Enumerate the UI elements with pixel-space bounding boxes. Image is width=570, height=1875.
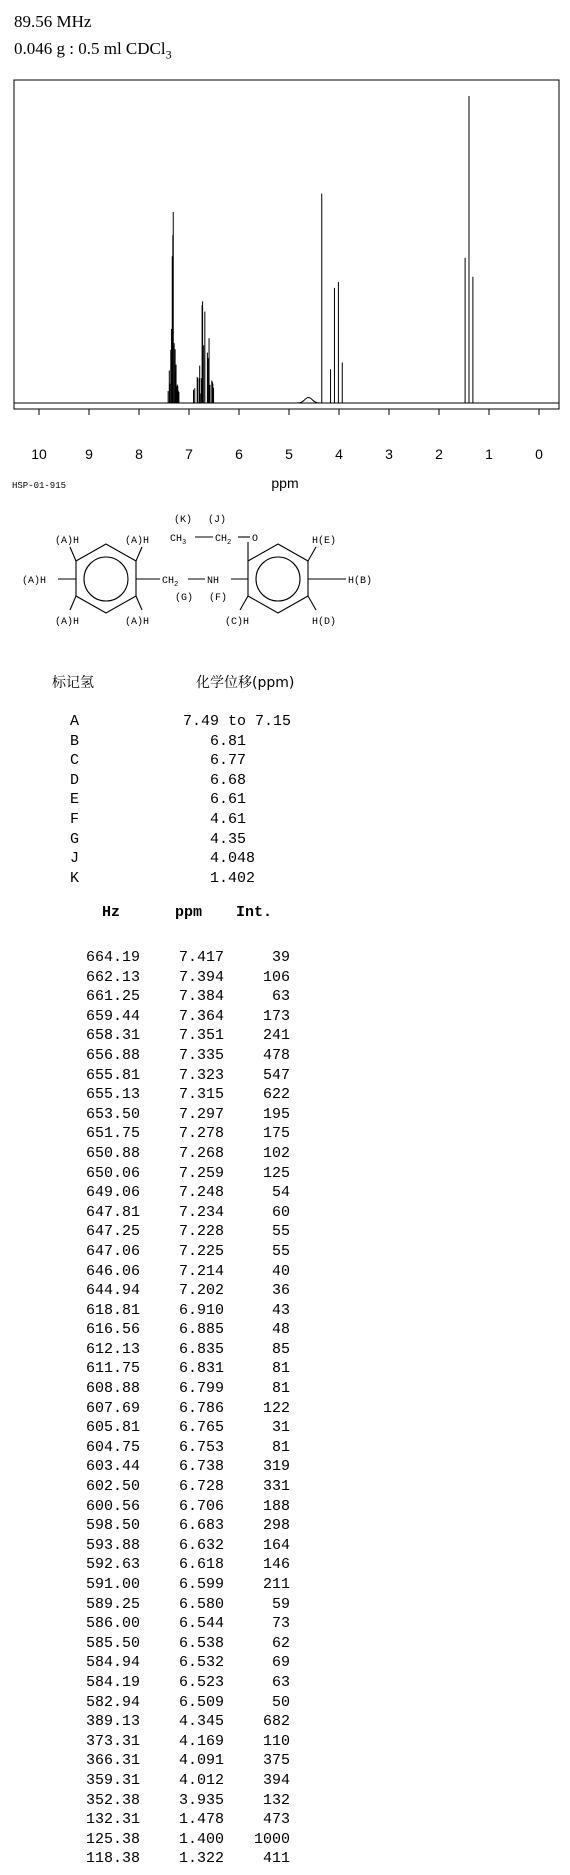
shift-value: 1.402 bbox=[210, 869, 256, 887]
peak-ppm: 7.394 bbox=[178, 968, 224, 986]
peak-intensity: 31 bbox=[271, 1419, 290, 1437]
shift-label: B bbox=[70, 732, 80, 750]
peak-ppm: 7.351 bbox=[178, 1027, 224, 1045]
label-oxygen: O bbox=[252, 534, 259, 545]
peak-ppm: 7.297 bbox=[178, 1105, 224, 1123]
peak-intensity: 60 bbox=[271, 1203, 290, 1221]
label-hc: (C)H bbox=[225, 617, 250, 628]
peak-intensity: 63 bbox=[271, 988, 290, 1006]
peak-hz: 651.75 bbox=[85, 1125, 140, 1143]
peak-hz: 653.50 bbox=[85, 1105, 140, 1123]
label-nh: NH bbox=[207, 576, 220, 587]
peak-hz: 373.31 bbox=[85, 1732, 140, 1750]
peak-ppm: 7.384 bbox=[178, 988, 224, 1006]
peak-hz: 655.81 bbox=[85, 1066, 140, 1084]
shift-value: 4.048 bbox=[210, 850, 256, 868]
peak-hz: 605.81 bbox=[85, 1419, 140, 1437]
peak-hz: 593.88 bbox=[85, 1536, 140, 1554]
peak-hz: 366.31 bbox=[85, 1752, 140, 1770]
label-ha-bottom-right: (A)H bbox=[125, 617, 150, 628]
peak-intensity: 164 bbox=[262, 1536, 290, 1554]
label-hd: H(D) bbox=[312, 617, 337, 628]
label-ha-bottom-left: (A)H bbox=[55, 617, 80, 628]
peak-intensity: 106 bbox=[262, 968, 290, 986]
peak-hz: 616.56 bbox=[85, 1321, 140, 1339]
label-ch2 bbox=[162, 576, 178, 589]
label-he: H(E) bbox=[312, 536, 337, 547]
peak-ppm: 7.364 bbox=[178, 1007, 224, 1025]
peak-hz: 612.13 bbox=[85, 1340, 140, 1358]
peak-ppm: 7.278 bbox=[178, 1125, 224, 1143]
peak-intensity: 36 bbox=[271, 1282, 290, 1300]
x-tick-label: 6 bbox=[235, 446, 243, 462]
peak-hz: 589.25 bbox=[85, 1595, 140, 1613]
peak-intensity: 473 bbox=[262, 1811, 290, 1829]
ch2-text: CH bbox=[162, 576, 175, 587]
peak-hz: 611.75 bbox=[85, 1360, 140, 1378]
label-ha-left: (A)H bbox=[22, 576, 47, 587]
shift-label: G bbox=[70, 830, 80, 848]
ch2-subscript: 2 bbox=[174, 581, 179, 589]
peak-ppm: 7.335 bbox=[178, 1046, 224, 1064]
peak-ppm: 6.599 bbox=[178, 1576, 224, 1593]
shift-label: E bbox=[70, 791, 80, 809]
peak-hz: 650.88 bbox=[85, 1144, 140, 1162]
peak-hz: 600.56 bbox=[85, 1497, 140, 1515]
peak-hz: 585.50 bbox=[85, 1634, 140, 1652]
peak-ppm: 7.214 bbox=[178, 1262, 224, 1280]
peak-intensity: 62 bbox=[271, 1634, 290, 1652]
shift-value: 4.61 bbox=[210, 810, 247, 828]
peak-intensity: 411 bbox=[262, 1850, 290, 1868]
plot-frame bbox=[14, 80, 559, 409]
peak-intensity: 211 bbox=[262, 1576, 290, 1593]
x-tick-label: 0 bbox=[535, 446, 543, 462]
shift-label: F bbox=[70, 810, 80, 828]
label-ch3 bbox=[170, 534, 186, 547]
peak-intensity: 241 bbox=[262, 1027, 290, 1045]
peak-hz: 647.81 bbox=[85, 1203, 140, 1221]
peak-hz: 132.31 bbox=[85, 1811, 140, 1829]
shift-value: 4.35 bbox=[210, 830, 247, 848]
peak-ppm: 7.202 bbox=[178, 1282, 224, 1300]
label-g: (G) bbox=[175, 593, 194, 604]
peak-ppm: 7.228 bbox=[178, 1223, 224, 1241]
peak-intensity: 122 bbox=[262, 1399, 290, 1417]
peak-ppm: 7.323 bbox=[178, 1066, 224, 1084]
peak-intensity: 173 bbox=[262, 1007, 290, 1025]
peak-intensity: 81 bbox=[271, 1438, 290, 1456]
peak-intensity: 547 bbox=[262, 1066, 290, 1084]
label-ha-top-right: (A)H bbox=[125, 536, 150, 547]
shift-label: J bbox=[70, 850, 80, 868]
peak-hz: 598.50 bbox=[85, 1517, 140, 1535]
peak-hz: 658.31 bbox=[85, 1027, 140, 1045]
shift-label: D bbox=[70, 771, 80, 789]
x-tick-label: 4 bbox=[335, 446, 343, 462]
peak-intensity: 81 bbox=[271, 1380, 290, 1398]
sample-label bbox=[14, 35, 172, 68]
header-shift: 化学位移(ppm) bbox=[196, 675, 295, 691]
label-k: (K) bbox=[174, 515, 193, 526]
peak-ppm: 1.400 bbox=[178, 1830, 224, 1848]
peak-ppm: 6.580 bbox=[178, 1595, 224, 1613]
peak-intensity: 375 bbox=[262, 1752, 290, 1770]
peak-intensity: 55 bbox=[271, 1223, 290, 1241]
peak-ppm: 4.012 bbox=[178, 1771, 224, 1789]
peak-hz: 608.88 bbox=[85, 1380, 140, 1398]
peak-hz: 655.13 bbox=[85, 1086, 140, 1104]
peak-ppm: 6.538 bbox=[178, 1634, 224, 1652]
molecular-structure bbox=[0, 500, 570, 670]
peak-ppm: 6.835 bbox=[178, 1340, 224, 1358]
label-f: (F) bbox=[209, 593, 228, 604]
peak-ppm: 4.091 bbox=[178, 1752, 224, 1770]
peak-ppm: 6.831 bbox=[178, 1360, 224, 1378]
shift-value: 6.81 bbox=[210, 732, 247, 750]
peak-hz: 125.38 bbox=[85, 1830, 140, 1848]
peak-intensity: 622 bbox=[262, 1086, 290, 1104]
peak-hz: 656.88 bbox=[85, 1046, 140, 1064]
peak-ppm: 6.738 bbox=[178, 1458, 224, 1476]
peak-ppm: 7.315 bbox=[178, 1086, 224, 1104]
peak-ppm: 7.417 bbox=[178, 949, 224, 966]
peak-intensity: 50 bbox=[271, 1693, 290, 1711]
peak-ppm: 1.322 bbox=[178, 1850, 224, 1868]
shift-value: 6.77 bbox=[210, 752, 247, 770]
peak-hz: 352.38 bbox=[85, 1791, 140, 1809]
x-tick-label: 9 bbox=[85, 446, 93, 462]
sample-subscript: 3 bbox=[165, 47, 172, 62]
peak-ppm: 4.169 bbox=[178, 1732, 224, 1750]
peak-intensity: 39 bbox=[271, 949, 290, 966]
peak-ppm: 6.728 bbox=[178, 1478, 224, 1496]
peak-intensity: 188 bbox=[262, 1497, 290, 1515]
peak-intensity: 54 bbox=[271, 1184, 290, 1202]
peak-ppm: 6.706 bbox=[178, 1497, 224, 1515]
spectrum-code: HSP-01-915 bbox=[12, 481, 67, 491]
peak-intensity: 40 bbox=[271, 1262, 290, 1280]
peak-intensity: 132 bbox=[262, 1791, 290, 1809]
ch3-text: CH bbox=[170, 534, 183, 545]
x-tick-label: 3 bbox=[385, 446, 393, 462]
peak-intensity: 63 bbox=[271, 1673, 290, 1691]
x-axis-label: ppm bbox=[271, 475, 299, 491]
peak-ppm: 7.248 bbox=[178, 1184, 224, 1202]
peak-intensity: 102 bbox=[262, 1144, 290, 1162]
peak-intensity: 73 bbox=[271, 1615, 290, 1633]
peak-ppm: 6.753 bbox=[178, 1438, 224, 1456]
peak-intensity: 55 bbox=[271, 1242, 290, 1260]
peak-hz: 586.00 bbox=[85, 1615, 140, 1633]
peak-ppm: 6.910 bbox=[178, 1301, 224, 1319]
right-ring-circle bbox=[256, 557, 300, 601]
peak-hz: 591.00 bbox=[85, 1576, 140, 1593]
header-ppm: ppm bbox=[174, 904, 202, 921]
x-tick-label: 2 bbox=[435, 446, 443, 462]
peak-ppm: 7.259 bbox=[178, 1164, 224, 1182]
peak-intensity: 175 bbox=[262, 1125, 290, 1143]
peak-ppm: 4.345 bbox=[178, 1713, 224, 1731]
peak-ppm: 6.799 bbox=[178, 1380, 224, 1398]
peak-intensity: 48 bbox=[271, 1321, 290, 1339]
peak-hz: 644.94 bbox=[85, 1282, 140, 1300]
label-ch2-top bbox=[215, 534, 231, 547]
x-tick-label: 7 bbox=[185, 446, 193, 462]
peak-hz: 649.06 bbox=[85, 1184, 140, 1202]
x-tick-label: 10 bbox=[31, 446, 47, 462]
peak-intensity: 69 bbox=[271, 1654, 290, 1672]
x-tick-label: 1 bbox=[485, 446, 493, 462]
peak-intensity: 43 bbox=[271, 1301, 290, 1319]
peak-hz: 584.19 bbox=[85, 1673, 140, 1691]
spectrum-header bbox=[14, 8, 172, 68]
frequency-label: 89.56 MHz bbox=[14, 12, 92, 31]
peak-intensity: 331 bbox=[262, 1478, 290, 1496]
peak-intensity: 81 bbox=[271, 1360, 290, 1378]
peak-hz: 662.13 bbox=[85, 968, 140, 986]
header-label: 标记氢 bbox=[52, 675, 94, 691]
x-tick-label: 8 bbox=[135, 446, 143, 462]
peak-hz: 389.13 bbox=[85, 1713, 140, 1731]
peak-ppm: 6.523 bbox=[178, 1673, 224, 1691]
shift-label: A bbox=[70, 713, 80, 730]
peak-hz: 603.44 bbox=[85, 1458, 140, 1476]
sample-prefix: 0.046 g : 0.5 ml CDCl bbox=[14, 39, 166, 58]
peak-ppm: 6.618 bbox=[178, 1556, 224, 1574]
peak-hz: 661.25 bbox=[85, 988, 140, 1006]
peak-intensity: 319 bbox=[262, 1458, 290, 1476]
peak-ppm: 7.268 bbox=[178, 1144, 224, 1162]
peak-ppm: 6.632 bbox=[178, 1536, 224, 1554]
ch3-subscript: 3 bbox=[182, 539, 187, 547]
peak-intensity: 85 bbox=[271, 1340, 290, 1358]
peak-hz: 650.06 bbox=[85, 1164, 140, 1182]
shift-value: 6.68 bbox=[210, 771, 247, 789]
peak-ppm: 6.532 bbox=[178, 1654, 224, 1672]
ch2-top-subscript: 2 bbox=[227, 539, 232, 547]
peak-intensity: 146 bbox=[262, 1556, 290, 1574]
header-hz: Hz bbox=[101, 904, 120, 921]
shift-value: 7.49 to 7.15 bbox=[183, 713, 292, 730]
peak-ppm: 6.509 bbox=[178, 1693, 224, 1711]
label-hb: H(B) bbox=[348, 576, 373, 587]
peak-intensity: 682 bbox=[262, 1713, 290, 1731]
structure-bonds bbox=[58, 537, 346, 613]
header-int: Int. bbox=[235, 904, 272, 921]
peak-hz: 664.19 bbox=[85, 949, 140, 966]
shift-label: K bbox=[70, 869, 80, 887]
peak-ppm: 1.478 bbox=[178, 1811, 224, 1829]
peak-hz: 592.63 bbox=[85, 1556, 140, 1574]
right-benzene-ring bbox=[248, 544, 308, 613]
peak-ppm: 6.683 bbox=[178, 1517, 224, 1535]
peak-intensity: 478 bbox=[262, 1046, 290, 1064]
peak-ppm: 6.885 bbox=[178, 1321, 224, 1339]
peak-hz: 602.50 bbox=[85, 1478, 140, 1496]
peak-intensity: 125 bbox=[262, 1164, 290, 1182]
peak-intensity: 1000 bbox=[253, 1830, 290, 1848]
left-benzene-ring bbox=[76, 544, 136, 613]
peak-ppm: 7.225 bbox=[178, 1242, 224, 1260]
shift-value: 6.61 bbox=[210, 791, 247, 809]
peak-hz: 647.06 bbox=[85, 1242, 140, 1260]
peak-hz: 582.94 bbox=[85, 1693, 140, 1711]
left-ring-circle bbox=[84, 557, 128, 601]
peak-hz: 607.69 bbox=[85, 1399, 140, 1417]
label-ha-top-left: (A)H bbox=[55, 536, 80, 547]
peak-ppm: 6.765 bbox=[178, 1419, 224, 1437]
peak-ppm: 7.234 bbox=[178, 1203, 224, 1221]
peak-hz: 359.31 bbox=[85, 1771, 140, 1789]
label-j: (J) bbox=[208, 515, 227, 526]
shift-label: C bbox=[70, 752, 80, 770]
x-tick-label: 5 bbox=[285, 446, 293, 462]
peak-hz: 118.38 bbox=[85, 1850, 140, 1868]
x-axis-ticks bbox=[31, 409, 543, 462]
peak-hz: 584.94 bbox=[85, 1654, 140, 1672]
peak-intensity: 59 bbox=[271, 1595, 290, 1613]
peak-hz: 659.44 bbox=[85, 1007, 140, 1025]
peak-ppm: 6.544 bbox=[178, 1615, 224, 1633]
peak-hz: 647.25 bbox=[85, 1223, 140, 1241]
peak-intensity: 394 bbox=[262, 1771, 290, 1789]
peak-intensity: 298 bbox=[262, 1517, 290, 1535]
ch2-top-text: CH bbox=[215, 534, 228, 545]
peak-intensity: 195 bbox=[262, 1105, 290, 1123]
peak-hz: 618.81 bbox=[85, 1301, 140, 1319]
peak-intensity: 110 bbox=[262, 1732, 290, 1750]
peak-lines bbox=[168, 96, 473, 403]
peak-ppm: 3.935 bbox=[178, 1791, 224, 1809]
peak-hz: 604.75 bbox=[85, 1438, 140, 1456]
peak-ppm: 6.786 bbox=[178, 1399, 224, 1417]
peak-hz: 646.06 bbox=[85, 1262, 140, 1280]
broad-peak bbox=[284, 398, 334, 404]
